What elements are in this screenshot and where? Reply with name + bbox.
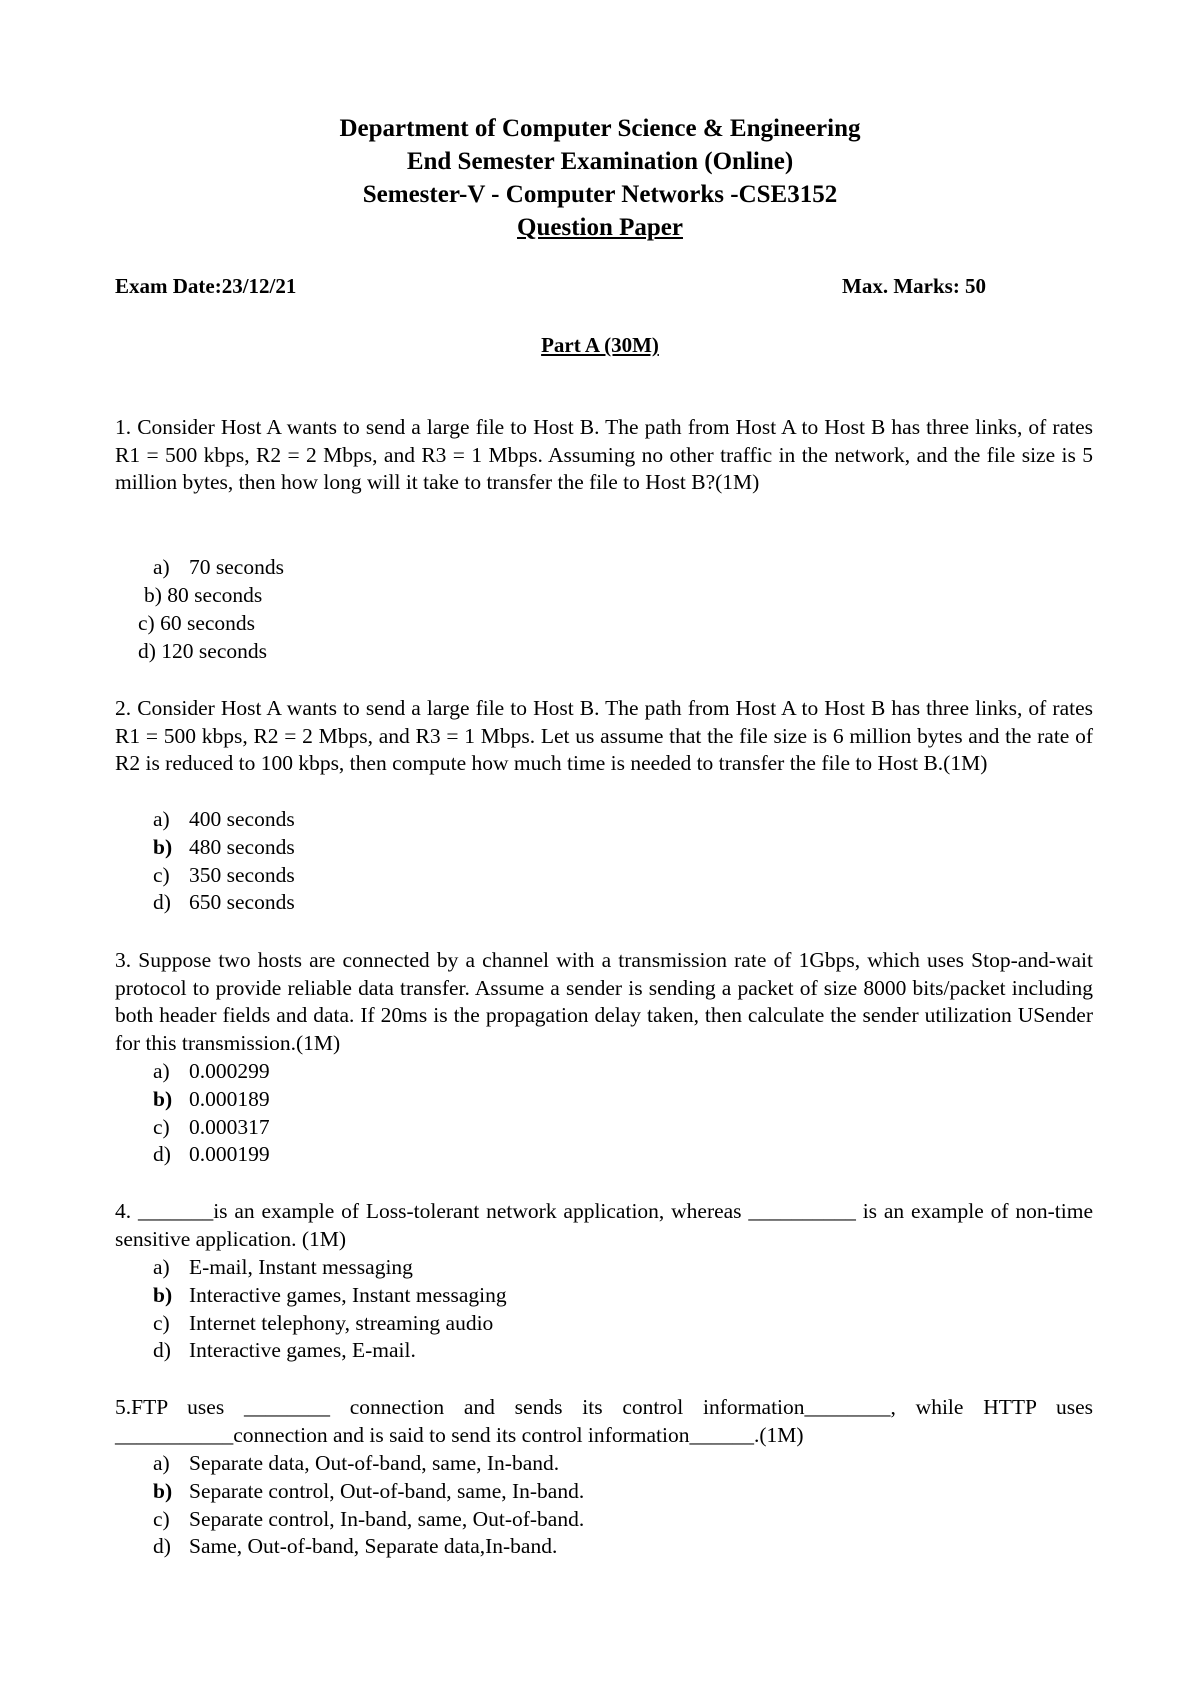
question-1-options-c bbox=[138, 610, 255, 638]
question-4-option-a: a) E-mail, Instant messaging bbox=[153, 1255, 413, 1279]
question-5-option-d: d) Same, Out-of-band, Separate data,In-band. bbox=[153, 1534, 558, 1559]
question-5-options bbox=[153, 1450, 584, 1561]
question-3-option-a: a) 0.000299 bbox=[153, 1059, 270, 1083]
question-3-text: 3. Suppose two hosts are connected by a channel with a transmission rate of 1Gbps, which uses Stop-and-wait protocol to provide reliable data transfer. Assume a sender is sending a packet of size 8000 bits/packet including both header fields and data. If 20ms is the propagation delay taken, then calculate the sender utilization USender for this transmission.(1M) bbox=[115, 948, 1093, 1055]
question-1-text: 1. Consider Host A wants to send a large file to Host B. The path from Host A to Host B has three links, of rates R1 = 500 kbps, R2 = 2 Mbps, and R3 = 1 Mbps. Assuming no other traffic in the network, and the file size is 5 million bytes, then how long will it take to transfer the file to Host B?(1M) bbox=[115, 415, 1093, 495]
question-3-option-d: d) 0.000199 bbox=[153, 1142, 270, 1167]
department-title: Department of Computer Science & Engineering bbox=[339, 115, 861, 142]
question-2-option-c: c) 350 seconds bbox=[153, 862, 295, 887]
question-4-option-c: c) Internet telephony, streaming audio bbox=[153, 1310, 494, 1335]
question-2-option-b: b) 480 seconds bbox=[153, 834, 295, 859]
question-3-option-b: b) 0.000189 bbox=[153, 1086, 270, 1111]
question-4-option-d: d) Interactive games, E-mail. bbox=[153, 1338, 416, 1363]
document-header bbox=[0, 112, 1200, 244]
question-3-option-c: c) 0.000317 bbox=[153, 1114, 270, 1139]
exam-date: Exam Date:23/12/21 bbox=[115, 274, 297, 298]
question-3-options bbox=[153, 1058, 270, 1169]
question-4-options bbox=[153, 1254, 507, 1365]
question-paper-title: Question Paper bbox=[517, 214, 683, 241]
question-1-option-a: a) 70 seconds bbox=[153, 555, 284, 579]
question-2-option-a: a) 400 seconds bbox=[153, 807, 295, 831]
question-5-option-a: a) Separate data, Out-of-band, same, In-band. bbox=[153, 1451, 560, 1475]
question-1-option-b: b) 80 seconds bbox=[144, 583, 263, 607]
question-5-text: 5.FTP uses ________ connection and sends its control information________, while HTTP uses ___________connection and is said to send its control information______.(1M) bbox=[115, 1395, 1093, 1447]
question-2-option-d: d) 650 seconds bbox=[153, 890, 295, 915]
max-marks: Max. Marks: 50 bbox=[842, 274, 987, 298]
question-5-option-b: b) Separate control, Out-of-band, same, In-band. bbox=[153, 1478, 585, 1503]
question-1-options bbox=[153, 554, 284, 582]
question-4-option-b: b) Interactive games, Instant messaging bbox=[153, 1282, 507, 1307]
question-2-text: 2. Consider Host A wants to send a large file to Host B. The path from Host A to Host B has three links, of rates R1 = 500 kbps, R2 = 2 Mbps, and R3 = 1 Mbps. Let us assume that the file size is 6 million bytes and the rate of R2 is reduced to 100 kbps, then compute how much time is needed to transfer the file to Host B.(1M) bbox=[115, 696, 1093, 776]
question-4-text: 4. _______is an example of Loss-tolerant network application, whereas __________ is an example of non-time sensitive application. (1M) bbox=[115, 1199, 1093, 1251]
exam-title: End Semester Examination (Online) bbox=[406, 148, 794, 175]
part-title: Part A (30M) bbox=[541, 333, 659, 357]
question-1-options-d bbox=[138, 638, 267, 666]
question-5-option-c: c) Separate control, In-band, same, Out-of-band. bbox=[153, 1506, 585, 1531]
question-1-option-c: c) 60 seconds bbox=[138, 611, 256, 635]
course-title: Semester-V - Computer Networks -CSE3152 bbox=[362, 181, 838, 208]
question-1-option-d: d) 120 seconds bbox=[138, 639, 267, 663]
question-1-options-rest bbox=[144, 582, 262, 610]
question-2-options bbox=[153, 806, 295, 917]
